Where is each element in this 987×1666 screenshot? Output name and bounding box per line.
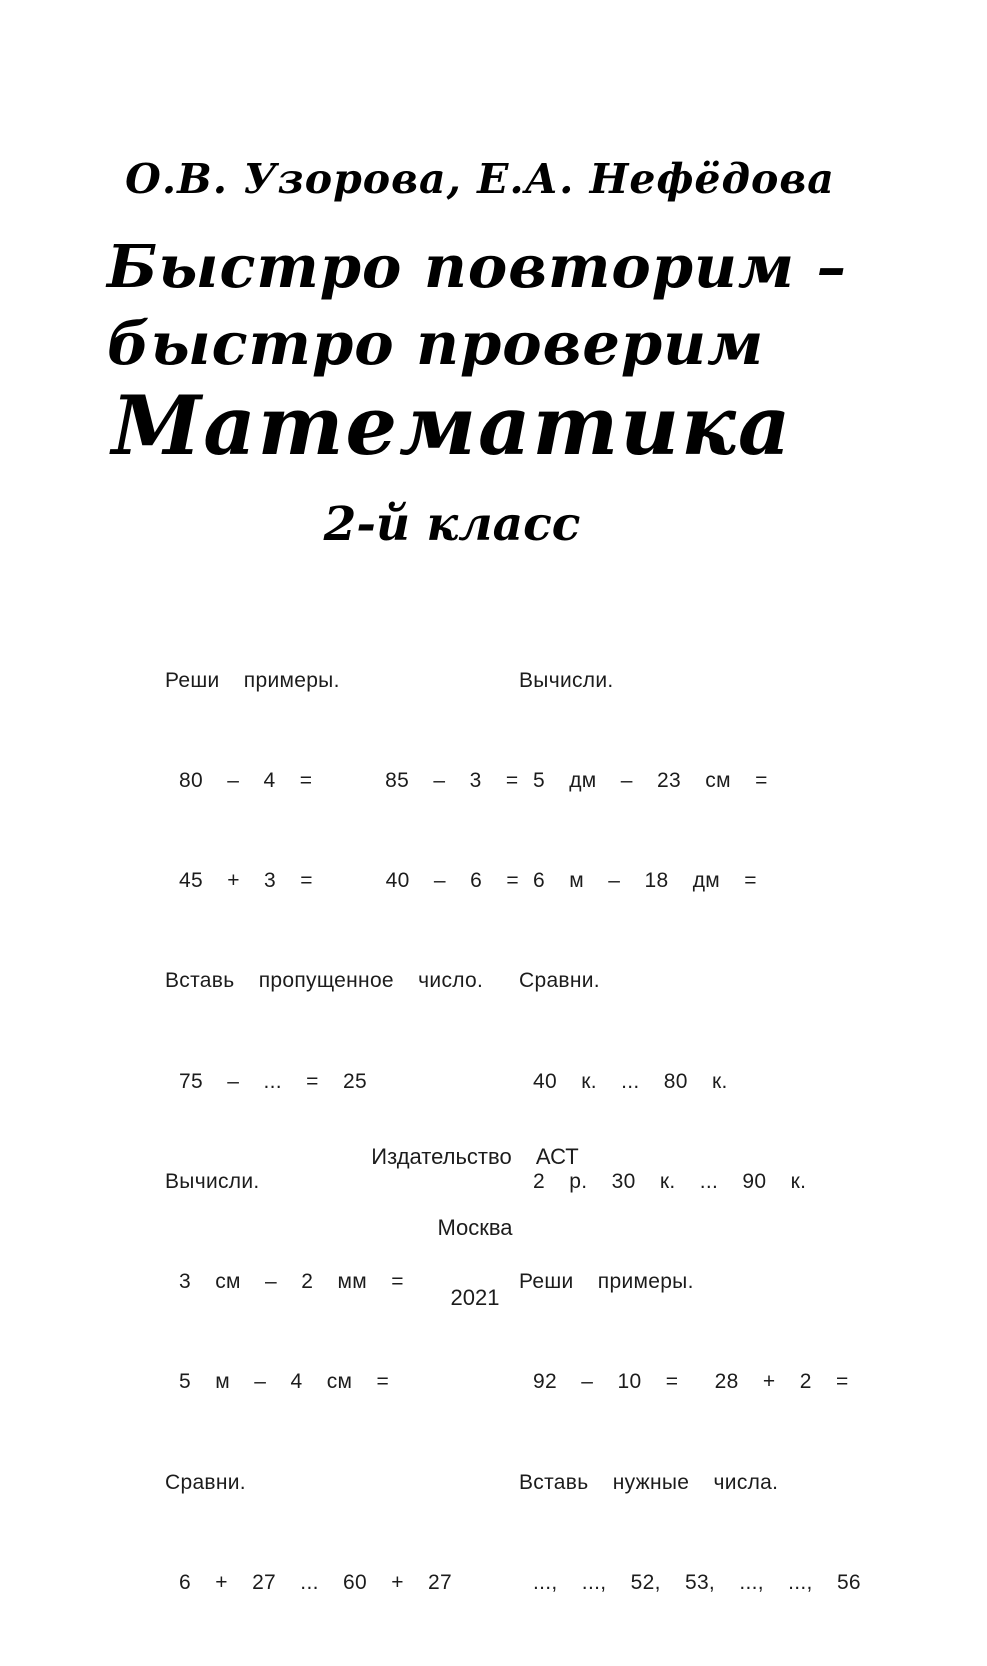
publication-year: 2021: [450, 1285, 500, 1310]
exercise-line: 45 + 3 = 40 – 6 =: [179, 869, 519, 893]
exercise-line: 6 м – 18 дм =: [533, 869, 757, 893]
title-line-1: Быстро повторим –: [106, 232, 848, 301]
exercise-heading: Сравни.: [519, 969, 600, 993]
grade-label: 2-й класс: [323, 497, 581, 552]
exercise-line: 6 + 27 ... 60 + 27: [179, 1570, 452, 1594]
exercise-heading: Вставь пропущенное число.: [165, 969, 484, 993]
exercise-heading: Реши примеры.: [519, 1270, 694, 1294]
exercise-line: 75 – ... = 25: [179, 1069, 367, 1093]
imprint-block: [371, 1098, 578, 1357]
exercise-line: 40 к. ... 80 к.: [533, 1069, 728, 1093]
exercise-line: 80 – 4 = 85 – 3 =: [179, 769, 519, 793]
exercise-heading: Сравни.: [165, 1470, 246, 1494]
exercise-line: 3 см – 2 мм =: [179, 1270, 404, 1294]
publisher-name: Издательство АСТ: [371, 1144, 579, 1169]
exercise-line: 2 р. 30 к. ... 90 к.: [533, 1169, 807, 1193]
exercise-heading: Вставь нужные числа.: [519, 1470, 779, 1494]
exercise-heading: Вычисли.: [165, 1169, 260, 1193]
title-line-2: быстро проверим: [106, 309, 765, 378]
exercise-heading: Вычисли.: [519, 668, 614, 692]
exercise-line: 92 – 10 = 28 + 2 =: [533, 1370, 849, 1394]
exercise-line: 5 м – 4 см =: [179, 1370, 390, 1394]
exercise-line: 5 дм – 23 см =: [533, 769, 768, 793]
exercise-heading: Реши примеры.: [165, 668, 340, 692]
authors-line: О.В. Узорова, Е.А. Нефёдова: [125, 155, 835, 203]
exercise-line: ..., ..., 52, 53, ..., ..., 56: [533, 1570, 861, 1594]
publisher-city: Москва: [437, 1214, 513, 1240]
book-title: [107, 228, 847, 382]
subject-title: Математика: [111, 379, 793, 474]
